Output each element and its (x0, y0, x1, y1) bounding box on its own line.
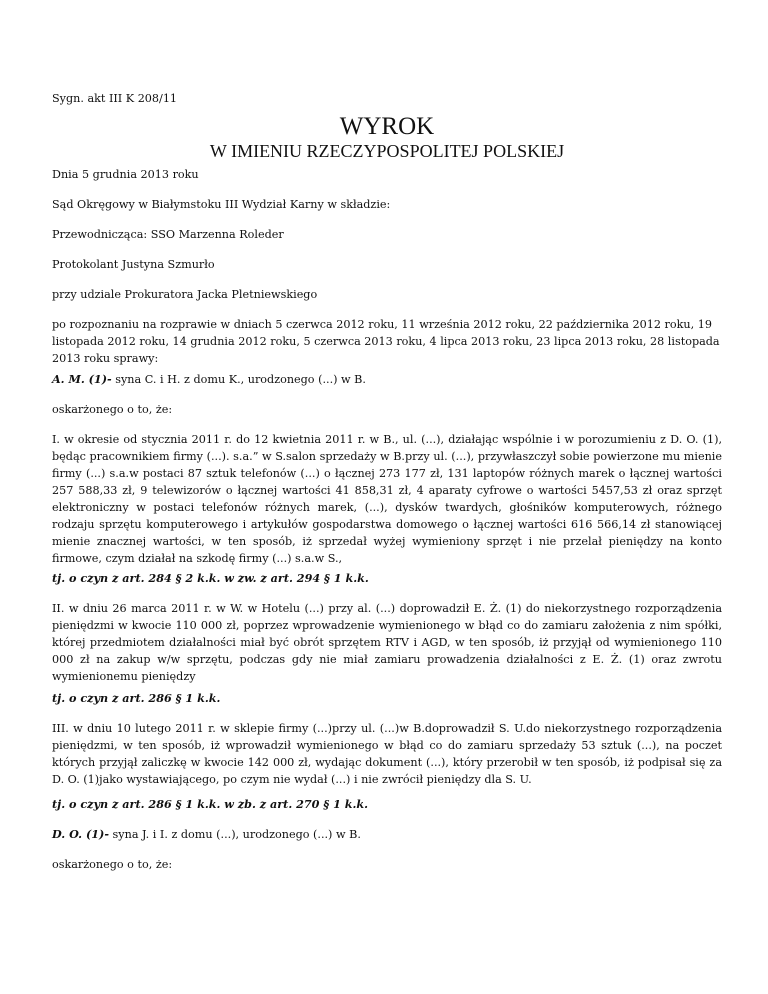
accusation-intro-2: oskarżonego o to, że: (52, 858, 173, 871)
presiding-judge: Przewodnicząca: SSO Marzenna Roleder (52, 228, 284, 241)
hearing-dates: po rozpoznaniu na rozprawie w dniach 5 czerwca 2012 roku, 11 września 2012 roku, 22 października 2012 roku, 19 listopada 2012 roku, 14 grudnia 2012 roku, 5 czerwca 2013 roku, 4 lipca 2013 roku, 23 lipca 2013 roku, 28 listopada 2013 roku sprawy: (52, 318, 720, 365)
defendant-2-name: D. O. (1)- (52, 827, 109, 841)
defendant-1 (52, 371, 722, 388)
case-signature: Sygn. akt III K 208/11 (52, 92, 178, 105)
court-composition: Sąd Okręgowy w Białymstoku III Wydział Karny w składzie: (52, 198, 391, 211)
legal-qualification-3: tj. o czyn z art. 286 § 1 k.k. w zb. z art. 270 § 1 k.k. (52, 797, 369, 811)
document-subtitle: W IMIENIU RZECZYPOSPOLITEJ POLSKIEJ (209, 141, 565, 161)
accusation-intro-1: oskarżonego o to, że: (52, 403, 173, 416)
count-1: I. w okresie od stycznia 2011 r. do 12 kwietnia 2011 r. w B., ul. (...), działając wspólnie i w porozumieniu z D. O. (1), będąc pracownikiem firmy (...). s.a.” w S.salon sprzedaży w B.przy ul. (...), przywłaszczył sobie powierzone mu mienie firmy (...) s.a.w postaci 87 sztuk telefonów (...) o łącznej 273 177 zł, 131 laptopów różnych marek o łącznej wartości 257 588,33 zł, 9 telewizorów o łącznej wartości 41 858,31 zł, 4 aparaty cyfrowe o wartości 5457,53 zł oraz sprzęt elektroniczny w postaci telefonów różnych marek, (...), dysków twardych, głośników komputerowych, różnego rodzaju sprzętu komputerowego i artykułów gospodarstwa domowego o łącznej wartości 616 566,14 zł stanowiącej mienie znacznej wartości, w ten sposób, iż sprzedał wyżej wymieniony sprzęt i nie przelał pieniędzy na konto firmowe, czym działał na szkodę firmy (...) s.a.w S., (52, 433, 722, 565)
defendant-2 (52, 826, 722, 843)
document-title: WYROK (339, 113, 435, 140)
legal-qualification-2: tj. o czyn z art. 286 § 1 k.k. (52, 691, 221, 705)
defendant-2-details: syna J. i I. z domu (...), urodzonego (...) w B. (109, 828, 361, 841)
count-3: III. w dniu 10 lutego 2011 r. w sklepie firmy (...)przy ul. (...)w B.doprowadził S. U.do niekorzystnego rozporządzenia pieniędzmi, w ten sposób, iż wprowadził wymienionego w błąd co do zamiaru sprzedaży 53 sztuk (...), na poczet których przyjął zaliczkę w kwocie 142 000 zł, wydając dokument (...), który przerobił w ten sposób, iż podpisał się za D. O. (1)jako wystawiającego, po czym nie wydał (...) i nie zwrócił pieniędzy dla S. U. (52, 722, 722, 786)
defendant-1-details: syna C. i H. z domu K., urodzonego (...) w B. (111, 373, 366, 386)
prosecutor-line: przy udziale Prokuratora Jacka Pletniewskiego (52, 288, 318, 301)
legal-qualification-1: tj. o czyn z art. 284 § 2 k.k. w zw. z art. 294 § 1 k.k. (52, 571, 369, 585)
defendant-1-name: A. M. (1)- (52, 372, 112, 386)
court-clerk: Protokolant Justyna Szmurło (52, 258, 215, 271)
count-2: II. w dniu 26 marca 2011 r. w W. w Hotelu (...) przy al. (...) doprowadził E. Ż. (1) do niekorzystnego rozporządzenia pieniędzmi w kwocie 110 000 zł, poprzez wprowadzenie wymienionego w błąd co do zamiaru założenia z nim spółki, której przedmiotem działalności miał być obrót sprzętem RTV i AGD, w ten sposób, iż przyjął od wymienionego 110 000 zł na zakup w/w sprzętu, podczas gdy nie miał zamiaru prowadzenia działalności z E. Ż. (1) oraz zwrotu wymienionemu pieniędzy (52, 602, 722, 683)
date-line: Dnia 5 grudnia 2013 roku (52, 168, 199, 181)
